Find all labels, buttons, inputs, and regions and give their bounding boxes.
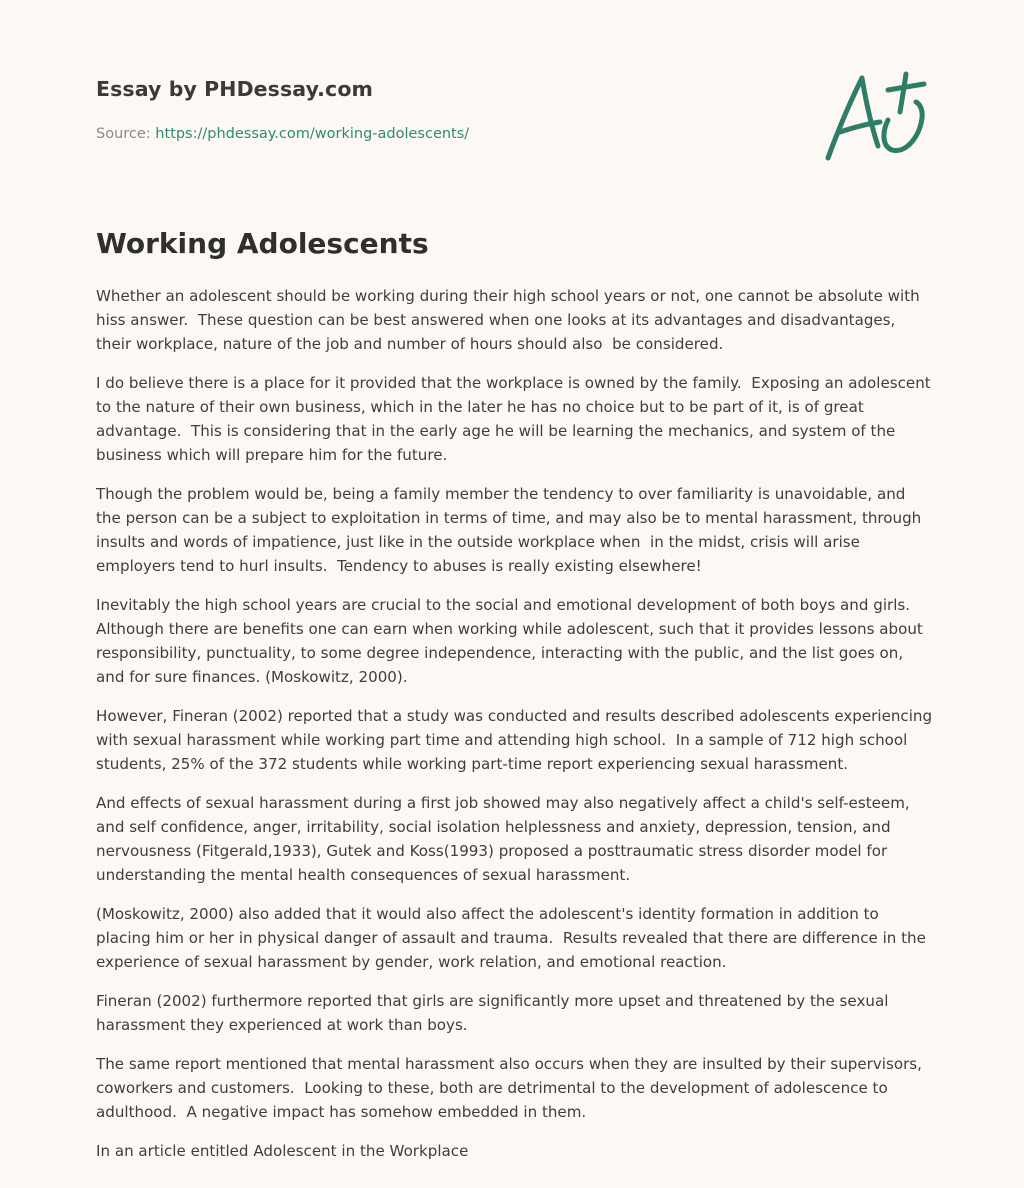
paragraph: (Moskowitz, 2000) also added that it would also affect the adolescent's identity formation in addition to placing him or her in physical danger of assault and trauma. Results revealed that there are difference in the experience of sexual harassment by gender, work relation, and emotional reaction. — [96, 905, 931, 971]
a-plus-grade-icon — [822, 66, 930, 166]
paragraph: However, Fineran (2002) reported that a study was conducted and results described adolescents experiencing with sexual harassment while working part time and attending high school. In a sample of 712 high school students, 25% of the 372 students while working part-time report experiencing sexual harassment. — [96, 707, 937, 773]
paragraph: And effects of sexual harassment during a first job showed may also negatively affect a child's self-esteem, and self confidence, anger, irritability, social isolation helplessness and anxiety, depression, tension, and nervousness (Fitgerald,1933), Gutek and Koss(1993) proposed a posttraumatic stress disorder model for understanding the mental health consequences of sexual harassment. — [96, 794, 915, 884]
source-line — [96, 124, 936, 144]
paragraph: Though the problem would be, being a family member the tendency to over familiarity is unavoidable, and the person can be a subject to exploitation in terms of time, and may also be to mental harassment, through insults and words of impatience, just like in the outside workplace when in the midst, crisis will arise employers tend to hurl insults. Tendency to abuses is really existing elsewhere! — [96, 485, 927, 575]
paragraph: Inevitably the high school years are crucial to the social and emotional development of both boys and girls. Although there are benefits one can earn when working while adolescent, such that it provides lessons about responsibility, punctuality, to some degree independence, interacting with the public, and the list goes on, and for sure finances. (Moskowitz, 2000). — [96, 596, 928, 686]
source-label: Source: — [96, 126, 156, 142]
site-brand: Essay by PHDessay.com — [96, 77, 373, 101]
source-link[interactable]: https://phdessay.com/working-adolescents/ — [155, 126, 470, 142]
paragraph: In an article entitled Adolescent in the Workplace — [96, 1142, 469, 1160]
paragraph: I do believe there is a place for it provided that the workplace is owned by the family. Exposing an adolescent to the nature of their own business, which in the later he has no choice but to be part of it, is of great advantage. This is considering that in the early age he will be learning the mechanics, and system of the business which will prepare him for the future. — [96, 374, 936, 464]
essay-body — [96, 284, 937, 1178]
page-header — [96, 74, 936, 174]
essay-title: Working Adolescents — [96, 227, 429, 260]
paragraph: Fineran (2002) furthermore reported that girls are significantly more upset and threatened by the sexual harassment they experienced at work than boys. — [96, 992, 894, 1034]
paragraph: Whether an adolescent should be working during their high school years or not, one cannot be absolute with hiss answer. These question can be best answered when one looks at its advantages and disadvantages, their workplace, nature of the job and number of hours should also be considered. — [96, 287, 925, 353]
paragraph: The same report mentioned that mental harassment also occurs when they are insulted by their supervisors, coworkers and customers. Looking to these, both are detrimental to the development of adolescence to adulthood. A negative impact has somehow embedded in them. — [96, 1055, 927, 1121]
